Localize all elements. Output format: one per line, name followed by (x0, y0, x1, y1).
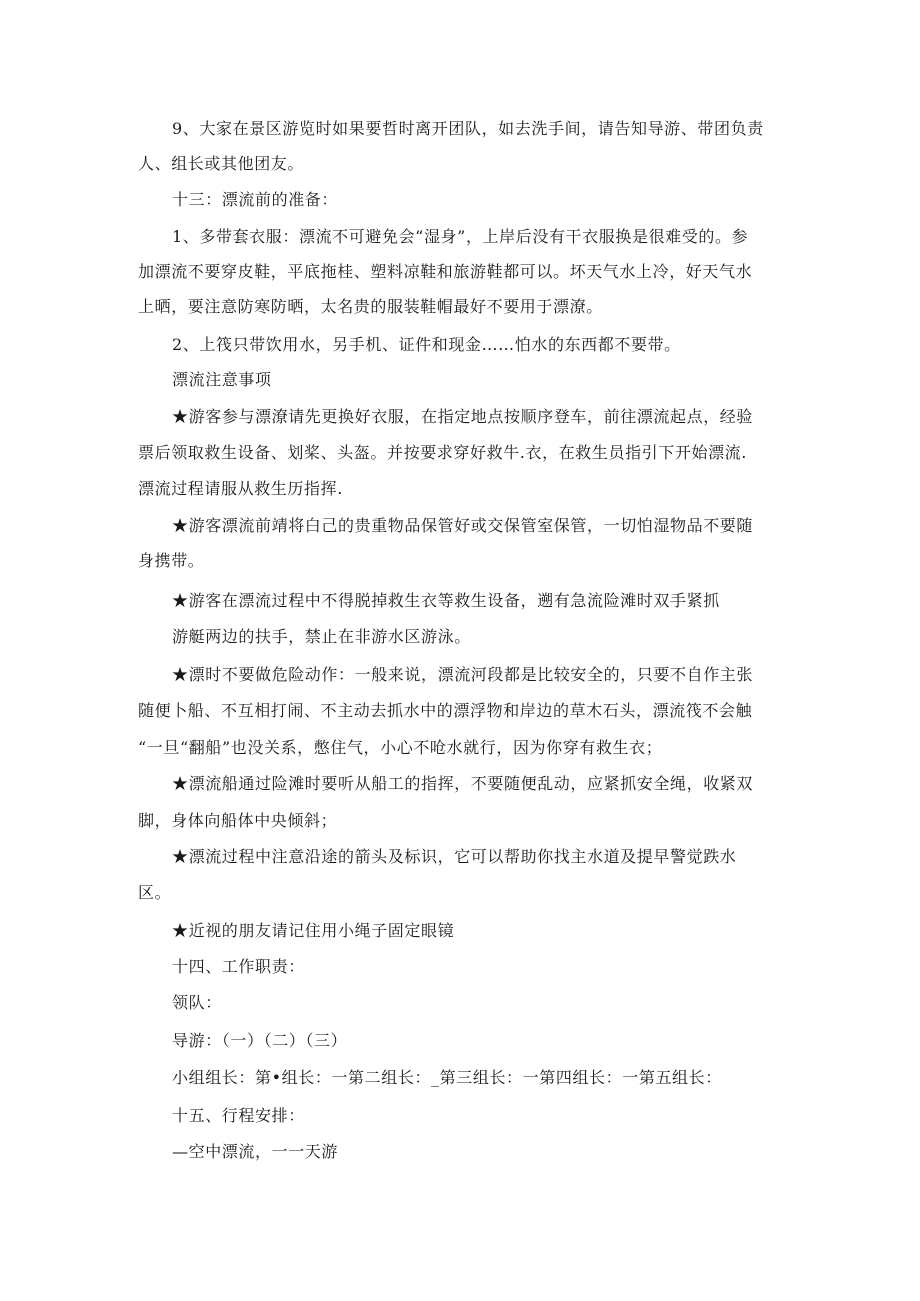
section-heading: 十三：漂流前的准备： (172, 190, 339, 209)
section-heading: 十五、行程安排： (172, 1106, 305, 1125)
text-line: 随便卜船、不互相打闹、不主动去抓水中的漂浮物和岸边的草木石头，漂流筏不会触 (138, 701, 753, 720)
text-line: 区。 (138, 883, 172, 902)
text-line: 上晒，要注意防寒防晒，太名贵的服装鞋帽最好不要用于漂潦。 (138, 297, 603, 316)
text-line: —空中漂流，一一天游 (172, 1142, 339, 1161)
text-line: 脚，身体向船体中央倾斜； (138, 811, 338, 830)
text-line: 游艇两边的扶手，禁止在非游水区游泳。 (172, 627, 471, 646)
text-line: 9、大家在景区游览时如果要哲时离开团队，如去洗手间，请告知导游、带团负责 (172, 119, 764, 138)
text-line: 2、上筏只带饮用水，另手机、证件和现金……怕水的东西都不要带。 (172, 335, 681, 354)
text-line: “一旦“翻船”也没关系，憋住气，小心不呛水就行，因为你穿有救生衣； (138, 738, 663, 757)
bullet-line: ★漂流过程中注意沿途的箭头及标识，它可以帮助你找主水道及提早警觉跌水 (172, 847, 737, 866)
bullet-line: ★近视的朋友请记住用小绳子固定眼镜 (172, 921, 455, 940)
section-heading: 漂流注意事项 (172, 370, 272, 389)
text-line: 人、组长或其他团友。 (138, 154, 305, 173)
bullet-line: ★漂流船通过险滩时要听从船工的指挥，不要随便乱动，应紧抓安全绳，收紧双 (172, 774, 754, 793)
text-line: 1、多带套衣服：漂流不可避免会“湿身”，上岸后没有干衣服换是很难受的。参 (172, 227, 749, 246)
text-line: 票后领取救生设备、划桨、头盔。并按要求穿好救牛.衣，在救生员指引下开始漂流. (138, 443, 747, 462)
text-line: 小组组长：第•组长：一第二组长：_第三组长：一第四组长：一第五组长： (172, 1068, 722, 1087)
section-heading: 十四、工作职责： (172, 957, 305, 976)
text-line: 导游：（一）（二）（三） (172, 1031, 348, 1050)
bullet-line: ★游客漂流前靖将白己的贵重物品保管好或交保管室保管，一切怕湿物品不要随 (172, 516, 754, 535)
text-line: 漂流过程请服从救生历指挥. (138, 479, 343, 498)
text-line: 加漂流不要穿皮鞋，平底拖桂、塑料凉鞋和旅游鞋都可以。坏天气水上冷，好天气水 (138, 262, 753, 281)
text-line: 领队： (172, 993, 222, 1012)
bullet-line: ★游客在漂流过程中不得脱掉救生衣等救生设备，遡有急流险滩时双手紧抓 (172, 591, 720, 610)
bullet-line: ★漂时不要做危险动作：一般来说，漂流河段都是比较安全的，只要不自作主张 (172, 665, 754, 684)
text-line: 身携带。 (138, 551, 205, 570)
bullet-line: ★游客参与漂潦请先更换好衣服，在指定地点按顺序登车，前往漂流起点，经验 (172, 407, 754, 426)
